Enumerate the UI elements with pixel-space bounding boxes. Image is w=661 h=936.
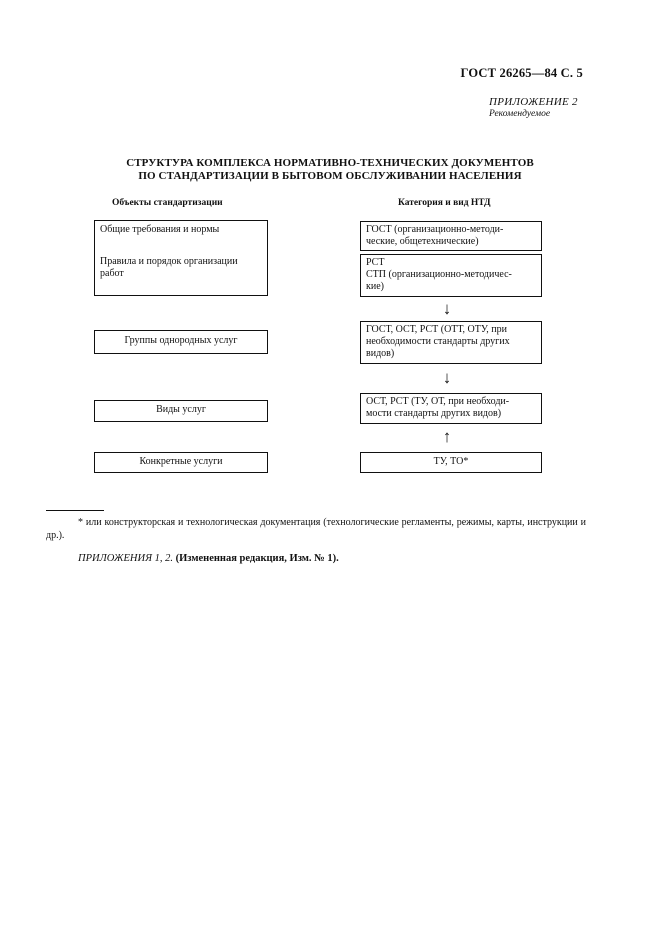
gost-box-line-2: ческие, общетехнические) [366,236,479,247]
tu-to-box: ТУ, ТО* [360,452,542,473]
organization-rules-text: Правила и порядок организации [100,256,238,267]
gost-ost-rst-line-1: ГОСТ, ОСТ, РСТ (ОТТ, ОТУ, при [366,324,507,335]
ost-rst-line-1: ОСТ, РСТ (ТУ, ОТ, при необходи- [366,396,510,407]
rst-box-line-2: СТП (организационно-методичес- [366,269,512,280]
gost-ost-rst-box [360,321,542,364]
arrow-up-icon: ↑ [442,427,452,446]
appendix-amendment-note [78,553,339,564]
gost-ost-rst-line-3: видов) [366,348,395,359]
gost-ost-rst-line-2: необходимости стандарты других [366,336,510,347]
ost-rst-box [360,393,542,424]
footnote-rule [46,510,104,511]
service-types-box: Виды услуг [94,400,268,422]
appendix-label: ПРИЛОЖЕНИЕ 2 [489,96,578,108]
gost-box [360,221,542,251]
organization-rules-text-cont: работ [100,268,124,279]
rst-box-line-1: РСТ [366,257,385,268]
left-column-heading: Объекты стандартизации [112,198,223,208]
structure-title [60,157,600,183]
document-reference: ГОСТ 26265—84 С. 5 [460,66,583,80]
rst-box-line-3: кие) [366,281,384,292]
arrow-down-icon: ↓ [442,368,452,387]
general-requirements-box [94,220,268,296]
arrow-down-icon: ↓ [442,299,452,318]
service-groups-box: Группы однородных услуг [94,330,268,354]
rst-stp-box [360,254,542,297]
ost-rst-line-2: мости стандарты других видов) [366,408,502,419]
appendix-note-bold: (Измененная редакция, Изм. № 1). [175,553,339,564]
appendix-note-italic: ПРИЛОЖЕНИЯ 1, 2. [78,553,173,564]
gost-box-line-1: ГОСТ (организационно-методи- [366,224,504,235]
title-line-2: ПО СТАНДАРТИЗАЦИИ В БЫТОВОМ ОБСЛУЖИВАНИИ НАСЕЛЕНИЯ [138,170,522,182]
general-requirements-text: Общие требования и нормы [100,224,220,235]
specific-services-box: Конкретные услуги [94,452,268,473]
title-line-1: СТРУКТУРА КОМПЛЕКСА НОРМАТИВНО-ТЕХНИЧЕСКИХ ДОКУМЕНТОВ [126,157,534,169]
right-column-heading: Категория и вид НТД [398,198,491,208]
appendix-status: Рекомендуемое [489,109,551,119]
footnote-text: * или конструкторская и технологическая документация (технологические регламенты, режимы, карты, инструкции и др.). [46,517,586,541]
